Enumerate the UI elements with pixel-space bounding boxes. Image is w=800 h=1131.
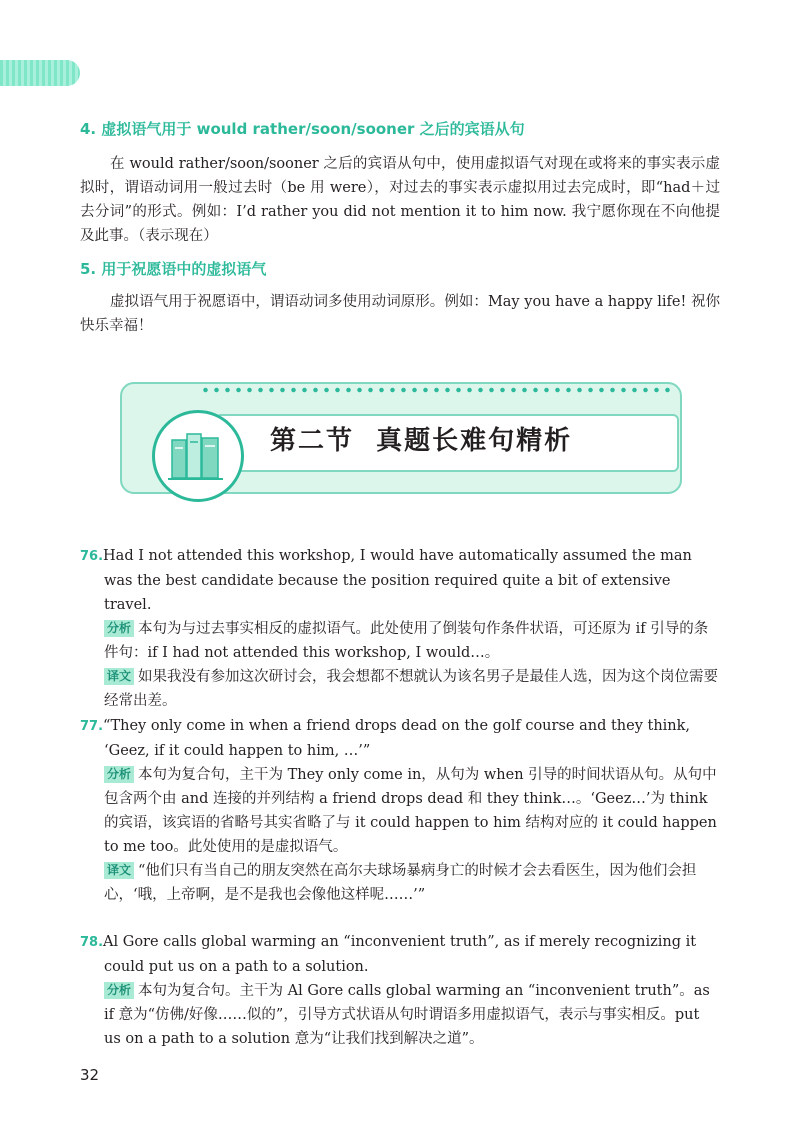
analysis-tag: 分析 — [104, 766, 134, 783]
corner-tab-decoration — [0, 60, 80, 86]
analysis-block — [80, 979, 720, 1051]
section4-heading: 4. 虚拟语气用于 would rather/soon/sooner 之后的宾语从句 — [80, 120, 525, 138]
item-sentence — [80, 930, 720, 979]
analysis-text: 本句为复合句。主干为 Al Gore calls global warming an “inconvenient truth”。as if 意为“仿佛/好像……似的”，引导方式状语从句时谓语多用虚拟语气，表示与事实相反。put us on a path to a solution 意为“让我们找到解决之道”。 — [104, 983, 710, 1047]
analysis-block — [80, 617, 720, 665]
analysis-tag: 分析 — [104, 620, 134, 637]
analysis-tag: 分析 — [104, 982, 134, 999]
item-number: 76. — [80, 549, 104, 564]
item-sentence — [80, 544, 720, 617]
translation-text: 如果我没有参加这次研讨会，我会想都不想就认为该名男子是最佳人选，因为这个岗位需要经常出差。 — [104, 669, 719, 709]
analysis-block — [80, 763, 720, 859]
section4-body: 在 would rather/soon/sooner 之后的宾语从句中，使用虚拟语气对现在或将来的事实表示虚拟时，谓语动词用一般过去时（be 用 were），对过去的事实表示虚拟用过去完成时，即“had＋过去分词”的形式。例如：I’d rather you did not mention it to him now. 我宁愿你现在不向他提及此事。（表示现在） — [80, 156, 720, 244]
books-icon — [166, 424, 226, 484]
section5-heading: 5. 用于祝愿语中的虚拟语气 — [80, 260, 267, 278]
page-number: 32 — [80, 1066, 100, 1084]
item-number: 78. — [80, 935, 104, 950]
analysis-text: 本句为与过去事实相反的虚拟语气。此处使用了倒装句作条件状语，可还原为 if 引导的条件句：if I had not attended this workshop, I would…。 — [104, 621, 709, 661]
translation-tag: 译文 — [104, 862, 134, 879]
banner-title: 第二节 真题长难句精析 — [270, 426, 573, 456]
section5-body: 虚拟语气用于祝愿语中，谓语动词多使用动词原形。例如：May you have a happy life! 祝你快乐幸福！ — [80, 294, 720, 334]
item-number: 77. — [80, 719, 104, 734]
item-sentence-text: “They only come in when a friend drops dead on the golf course and they think, ‘Geez, if it could happen to him, …’” — [103, 718, 691, 759]
item-sentence-text: Had I not attended this workshop, I would have automatically assumed the man was the best candidate because the position required quite a bit of extensive travel. — [103, 548, 692, 613]
translation-block — [80, 665, 720, 713]
banner-dots-decoration — [200, 386, 670, 394]
item-sentence — [80, 714, 720, 763]
translation-tag: 译文 — [104, 668, 134, 685]
item-78 — [80, 930, 720, 1051]
item-sentence-text: Al Gore calls global warming an “inconvenient truth”, as if merely recognizing it could put us on a path to a solution. — [103, 934, 697, 975]
translation-text: “他们只有当自己的朋友突然在高尔夫球场暴病身亡的时候才会去看医生，因为他们会担心，‘哦，上帝啊，是不是我也会像他这样呢……’” — [104, 863, 697, 903]
item-77 — [80, 714, 720, 907]
translation-block — [80, 859, 720, 907]
section-banner — [120, 382, 680, 492]
item-76 — [80, 544, 720, 713]
analysis-text: 本句为复合句，主干为 They only come in，从句为 when 引导的时间状语从句。从句中包含两个由 and 连接的并列结构 a friend drops dead 和 they think…。‘Geez…’为 think 的宾语，该宾语的省略号其实省略了与 it could happen to him 结构对应的 it could happen to me too。此处使用的是虚拟语气。 — [104, 767, 717, 855]
